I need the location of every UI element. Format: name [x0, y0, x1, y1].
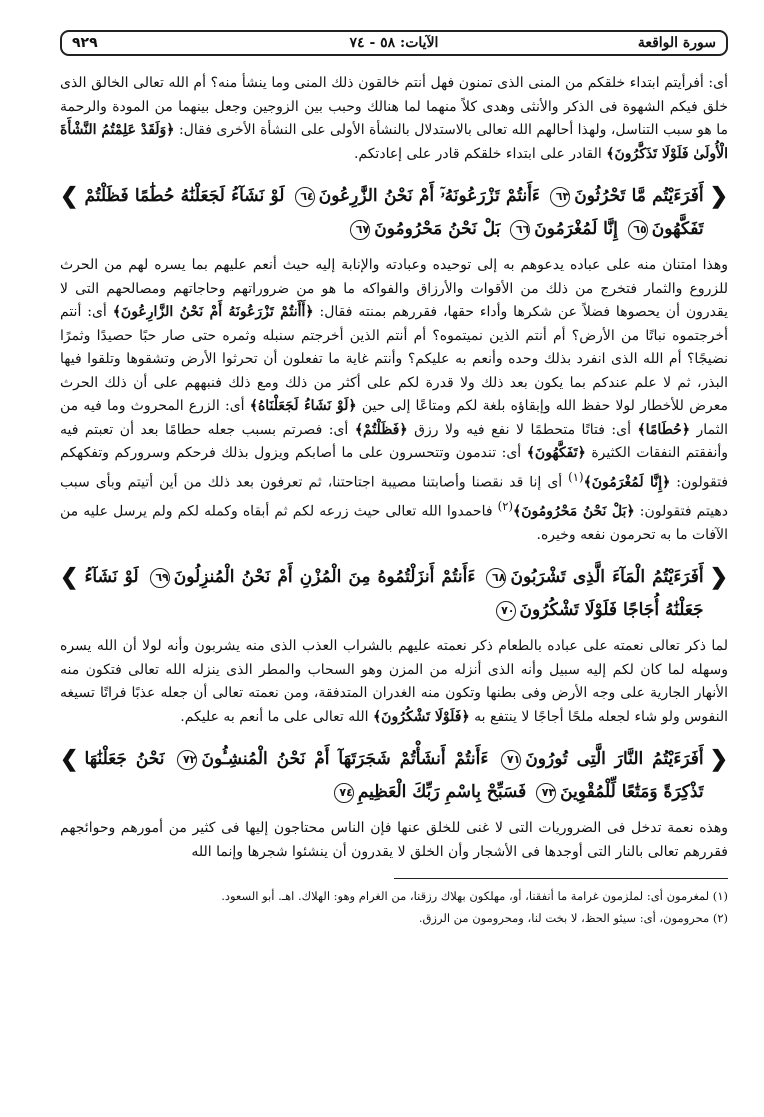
ayat-range: الآيات: ٥٨ - ٧٤ — [349, 35, 439, 51]
verse: ءَأَنتُمْ تَزْرَعُونَهُۥٓ أَمْ نَحْنُ الزَّٰرِعُونَ — [318, 186, 540, 206]
quran-verses-block-3 — [60, 743, 728, 809]
verse-number: ٦٩ — [150, 568, 170, 588]
tafsir-paragraph-1: أى: أفرأيتم ابتداء خلقكم من المنى الذى تمنون فهل أنتم خالقون ذلك المنى وما ينشأ منه؟ أم الله تعالى الخالق الذى خلق فيكم الشهوة فى الذكر والأنثى وهدى كلاً منهما لما هنالك وحبب بين الزوجين وجعل بينهما من المودة والرحمة ما هو سبب التناسل، ولهذا أحالهم الله تعالى بالاستدلال بالنشأة الأولى على النشأة الأخرى فقال: ﴿وَلَقَدْ عَلِمْتُمُ النَّشْأَةَ الْأُولَىٰ فَلَوْلَا تَذَكَّرُونَ﴾ القادر على ابتداء خلقكم قادر على إعادتكم. — [60, 75, 728, 162]
verse: ءَأَنتُمْ أَنزَلْتُمُوهُ مِنَ الْمُزْنِ أَمْ نَحْنُ الْمُنزِلُونَ — [173, 567, 476, 588]
tafsir-paragraph-2: وهذا امتنان منه على عباده يدعوهم به إلى توحيده وعبادته والإنابة إليه حيث أنعم عليهم بما يسره لهم من الحرث للزروع والثمار فتخرج من ذلك من الأقوات والأرزاق والفواكه ما هو من ضروراتهم وحاجاتهم ومصالحهم التى لا يقدرون أن يحصوها فضلاً عن شكرها وأداء حقها، فقررهم بمنته فقال: ﴿أَأَنتُمْ تَزْرَعُونَهُ أَمْ نَحْنُ الزَّارِعُونَ﴾ أى: أنتم أخرجتموه نباتًا من الأرض؟ أم أنتم الذين نميتموه؟ أم أنتم الذين أخرجتم سنبله وثمره حتى صار حبًا حصيدًا وثمرًا نضيجًا؟ أم الله الذى انفرد بذلك وحده وأنعم به عليكم؟ وأنتم غاية ما تفعلون أن تحرثوا الأرض وتشقوها وتلقوا فيها البذر، ثم لا علم عندكم بما يكون بعد ذلك ولا قدرة لكم على أكثر من ذلك ومع ذلك فنبههم على أن ذلك الحرث معرض للأخطار لولا حفظ الله وإبقاؤه بلغة لكم ومتاعًا إلى حين ﴿لَوْ نَشَاءُ لَجَعَلْنَاهُ﴾ أى: الزرع المحروث وما فيه من الثمار ﴿حُطَامًا﴾ أى: فتاتًا متحطمًا لا نفع فيه ولا رزق ﴿فَظَلْتُمْ﴾ أى: فصرتم بسبب جعله حطامًا بعد أن تعبتم فيه وأنفقتم النفقات الكثيرة ﴿تَفَكَّهُونَ﴾ أى: تندمون وتتحسرون على ما أصابكم ويزول بذلك فرحكم وسروركم وتفكهكم فتقولون: ﴿إِنَّا لَمُغْرَمُونَ﴾$^{(١)}$ أى إنا قد نقصنا وأصابتنا مصيبة اجتاحتنا، ثم تعرفون بعد ذلك من أين أتيتم وبأى سبب دهيتم فتقولون: ﴿بَلْ نَحْنُ مَحْرُومُونَ﴾$^{(٢)}$ فاحمدوا الله تعالى حيث زرعه لكم ثم أبقاه وكمله لكم ولم يرسل عليه من الآفات ما به تحرمون نفعه وخيره. — [60, 257, 729, 543]
verse-number: ٧٠ — [496, 601, 516, 621]
verse-number: ٦٨ — [486, 568, 506, 588]
ornament-bracket-left: ❯ — [60, 183, 79, 209]
verses-text — [84, 180, 703, 246]
quran-quote: ﴿لَوْ نَشَاءُ لَجَعَلْنَاهُ﴾ — [249, 398, 357, 414]
page-header — [60, 30, 728, 56]
verse: بَلْ نَحْنُ مَحْرُومُونَ — [374, 219, 501, 239]
ornament-bracket-right: ❮ — [709, 564, 728, 591]
quran-verses-block-2 — [60, 561, 728, 627]
verse-number: ٧٣ — [536, 783, 556, 803]
verse: ءَأَنتُمْ أَنشَأْتُمْ شَجَرَتَهَآ أَمْ نَحْنُ الْمُنشِـُٔونَ — [201, 749, 489, 770]
footnote-1: (١) لمغرمون أى: لملزمون غرامة ما أنفقنا، أو، مهلكون بهلاك رزقنا، من الغرام وهو: الهلاك. اهـ. أبو السعود. — [221, 889, 728, 904]
verse-number: ٦٣ — [550, 187, 570, 207]
ornament-bracket-left: ❯ — [60, 564, 79, 591]
footnote-ref[interactable]: (١) — [568, 469, 584, 484]
quran-quote: ﴿فَظَلْتُمْ﴾ — [354, 421, 408, 438]
quran-quote: ﴿وَلَقَدْ عَلِمْتُمُ النَّشْأَةَ الْأُولَىٰ فَلَوْلَا تَذَكَّرُونَ﴾ — [60, 122, 728, 162]
verse: إِنَّا لَمُغْرَمُونَ — [534, 219, 618, 239]
page-number: ٩٢٩ — [72, 35, 98, 51]
verse-number: ٧٤ — [334, 783, 354, 803]
verse: فَسَبِّحْ بِاسْمِ رَبِّكَ الْعَظِيمِ — [357, 782, 527, 803]
footnote-2: (٢) محرومون، أى: سيئو الحظ، لا بخت لنا، ومحرومون من الرزق. — [418, 911, 728, 926]
verse-number: ٦٦ — [510, 220, 530, 240]
verses-text — [84, 561, 703, 627]
quran-quote: ﴿فَلَوْلَا تَشْكُرُونَ﴾ — [372, 708, 470, 725]
ornament-bracket-right: ❮ — [709, 183, 728, 209]
verse: أَفَرَءَيْتُمُ الْمَآءَ الَّذِى تَشْرَبُونَ — [510, 567, 704, 588]
quran-quote: ﴿أَأَنتُمْ تَزْرَعُونَهُ أَمْ نَحْنُ الزَّارِعُونَ﴾ — [112, 304, 314, 320]
verse: لَوْ نَشَآءُ جَعَلْنَٰهُ أُجَاجًا فَلَوْلَا تَشْكُرُونَ — [84, 567, 704, 621]
verse-number: ٦٤ — [295, 187, 315, 207]
quran-quote: ﴿إِنَّا لَمُغْرَمُونَ﴾ — [583, 474, 671, 491]
tafsir-paragraph-4: وهذه نعمة تدخل فى الضروريات التى لا غنى للخلق عنها فإن الناس محتاجون إليها فى كثير من أمورهم وحوائجهم فقررهم تعالى بالنار التى أوجدها فى الأشجار وأن الخلق لا يقدرون أن ينشئوا شجرها وإنما الله — [60, 820, 728, 860]
quran-verses-block-1 — [60, 180, 728, 246]
footnote-divider — [394, 878, 728, 879]
verse: لَوْ نَشَآءُ لَجَعَلْنَٰهُ حُطَٰمًا فَظَلْتُمْ تَفَكَّهُونَ — [84, 186, 704, 239]
verse-number: ٧١ — [501, 750, 521, 770]
quran-quote: ﴿بَلْ نَحْنُ مَحْرُومُونَ﴾ — [513, 503, 635, 520]
footnote-ref[interactable]: (٢) — [497, 498, 514, 513]
verse: أَفَرَءَيْتُمُ النَّارَ الَّتِى تُورُونَ — [525, 749, 704, 770]
ornament-bracket-right: ❮ — [709, 746, 728, 773]
verse-number: ٦٧ — [350, 220, 370, 240]
quran-quote: ﴿حُطَامًا﴾ — [637, 421, 691, 438]
tafsir-paragraph-3: لما ذكر تعالى نعمته على عباده بالطعام ذكر نعمته عليهم بالشراب العذب الذى منه يشربون وأنه لولا أن الله يسره وسهله لما كان لكم إليه سبيل وأنه الذى أنزله من المزن وهو السحاب والمطر الذى ينزله الله تعالى فتكون منه الأنهار الجارية على وجه الأرض وفى بطنها وتكون منه الغدران المتدفقة، ومن نعمته تعالى أن جعله عذبًا فراتًا تسيغه النفوس ولو شاء لجعله ملحًا أجاجًا لا ينتفع به ﴿فَلَوْلَا تَشْكُرُونَ﴾ الله تعالى على ما أنعم به عليكم. — [60, 638, 728, 725]
sura-name: سورة الواقعة — [637, 35, 716, 51]
verse-number: ٦٥ — [628, 220, 648, 240]
verse: أَفَرَءَيْتُم مَّا تَحْرُثُونَ — [574, 186, 704, 206]
verse: نَحْنُ جَعَلْنَٰهَا تَذْكِرَةً وَمَتَٰعًا لِّلْمُقْوِينَ — [84, 749, 704, 803]
verse-number: ٧٢ — [177, 750, 197, 770]
ornament-bracket-left: ❯ — [60, 746, 79, 773]
quran-quote: ﴿تَفَكَّهُونَ﴾ — [526, 445, 586, 461]
verses-text — [84, 743, 703, 809]
book-page — [60, 30, 728, 1110]
